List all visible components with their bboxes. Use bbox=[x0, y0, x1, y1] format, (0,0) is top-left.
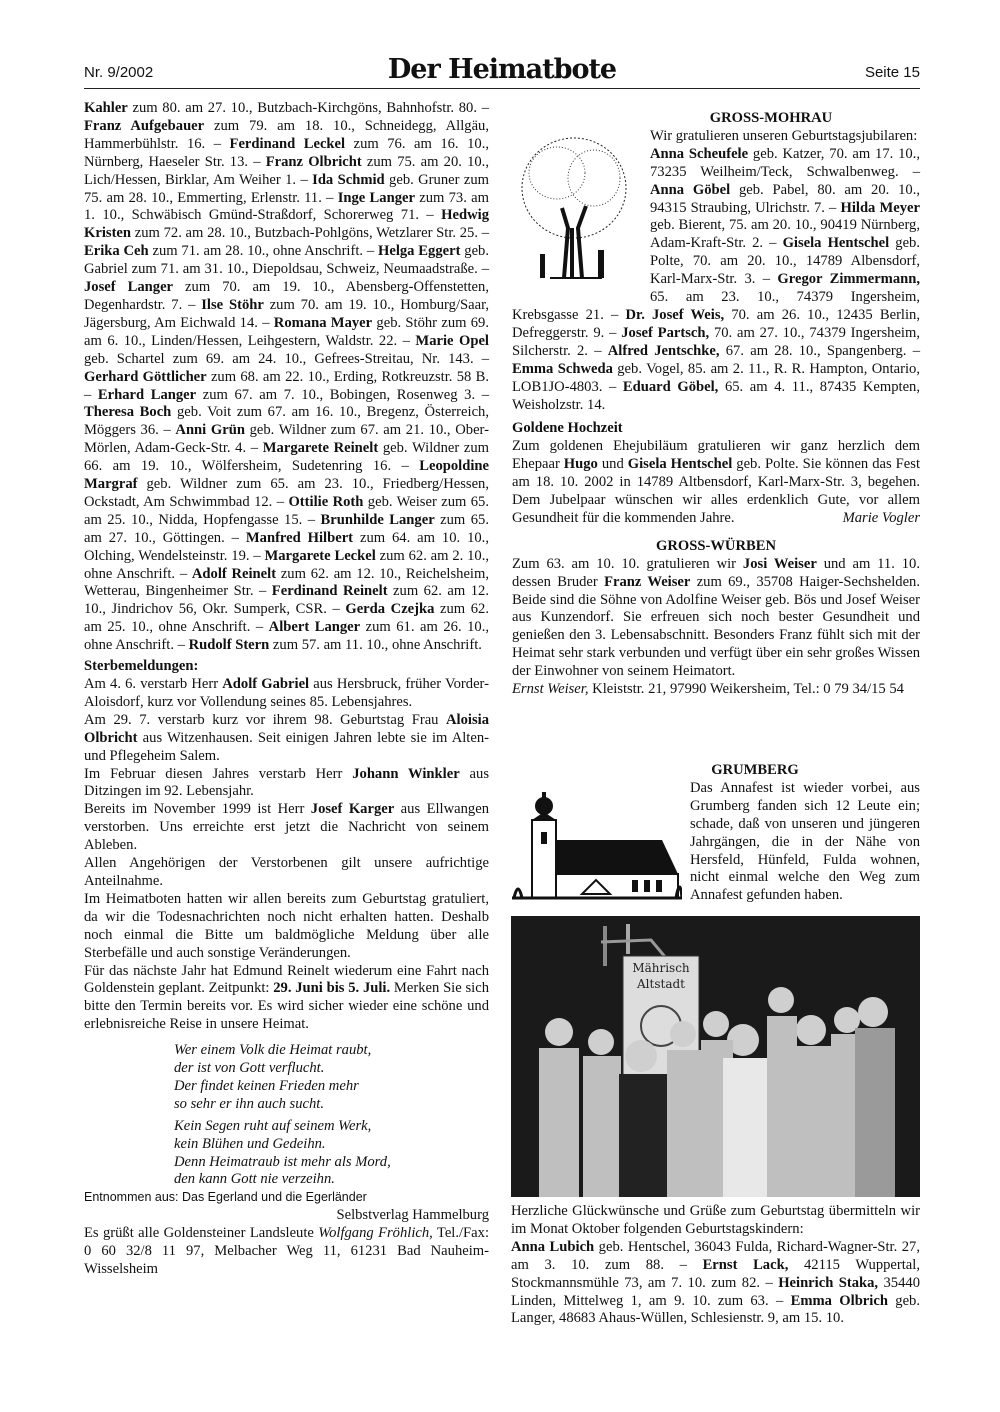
person-name: Gisela Hentschel bbox=[782, 235, 890, 252]
person-details: zum 73. am 1. 10., Schwäbisch Gmünd-Straßdorf, Schorerweg 71. – bbox=[84, 189, 489, 224]
person-name: Margarete Reinelt bbox=[262, 440, 379, 457]
person-details: geb. Schartel zum 69. am 24. 10., Gefrees-Streitau, Nr. 143. – bbox=[84, 350, 489, 367]
person-details: 70. am 27. 10., 74379 Ingersheim, Silcherstr. 2. – bbox=[512, 324, 920, 359]
person-name: Erhard Langer bbox=[97, 386, 197, 403]
right-column-top bbox=[512, 110, 920, 699]
person-details: zum 57. am 11. 10., ohne Anschrift. bbox=[269, 637, 482, 654]
deaths-heading: Sterbemeldungen: bbox=[84, 658, 199, 675]
person-details: geb. Katzer, 70. am 17. 10., 73235 Weilheim/Teck, Schwalbenweg. – bbox=[650, 145, 921, 180]
greeting: Es grüßt alle Goldensteiner Landsleute Wolfgang Fröhlich, Tel./Fax: 0 60 32/8 11 97, Melbacher Weg 11, 61231 Bad Nauheim-Wisselsheim bbox=[84, 1225, 489, 1277]
condolence-text: Allen Angehörigen der Verstorbenen gilt unsere aufrichtige Anteilnahme. bbox=[84, 855, 489, 889]
person-name: Franz Aufgebauer bbox=[84, 117, 205, 134]
grumberg-heading: GRUMBERG bbox=[711, 762, 799, 778]
person-details: 65. am 4. 11., 87435 Kempten, Weisholzstr. 14. bbox=[512, 378, 920, 413]
poem-line: so sehr er ihn auch sucht. bbox=[174, 1095, 324, 1112]
person-details: zum 70. am 19. 10., Homburg/Saar, Jägersburg, Am Eichwald 14. – bbox=[84, 296, 489, 331]
person-details: geb. Wildner zum 66. am 19. 10., Wölfersheim, Sudetenring 16. – bbox=[84, 440, 489, 475]
person-name: Ida Schmid bbox=[312, 171, 385, 188]
request-text: Im Heimatboten hatten wir allen bereits zum Geburtstag gratuliert, da wir die Todesnachrichten noch nicht erhalten hatten. Deshalb noch einmal die Bitte um baldmögliche Meldung über alle Sterbefälle und auch sonstige Veränderungen. bbox=[84, 890, 489, 961]
person-details: geb. Stöhr zum 69. am 6. 10., Linden/Hessen, Leihgestern, Waldstr. 22. – bbox=[84, 314, 489, 349]
poem-line: Der findet keinen Frieden mehr bbox=[174, 1077, 359, 1094]
poem-line: den kann Gott nie verzeihn. bbox=[174, 1171, 335, 1188]
person-details: geb. Voit zum 67. am 16. 10., Bregenz, Österreich, Möggers 36. – bbox=[84, 404, 489, 439]
person-name: Theresa Boch bbox=[84, 404, 172, 421]
poem-line: der ist von Gott verflucht. bbox=[174, 1060, 325, 1077]
publisher: Selbstverlag Hammelburg bbox=[336, 1207, 489, 1224]
person-name: Anni Grün bbox=[175, 422, 245, 439]
person-details: geb. Gabriel zum 71. am 31. 10., Diepoldsau, Schweiz, Neumaadstraße. – bbox=[84, 243, 489, 278]
person-name: Heinrich Staka, bbox=[778, 1274, 879, 1291]
person-details: geb. Bierent, 75. am 20. 10., 90419 Nürnberg, Adam-Kraft-Str. 2. – bbox=[650, 217, 920, 252]
death-notice: Am 4. 6. verstarb Herr Adolf Gabriel aus Hersbruck, früher Vorder-Aloisdorf, kurz vor Vollendung seines 85. Lebensjahres. bbox=[84, 676, 489, 710]
person-details: 35440 Linden, Mittelweg 1, am 9. 10. zum 63. – bbox=[511, 1274, 920, 1309]
person-details: zum 62. am 25. 10., ohne Anschrift. – bbox=[84, 601, 489, 636]
person-details: zum 76. am 16. 10., Nürnberg, Haeseler Str. 13. – bbox=[84, 135, 489, 170]
banner-line-1: Mährisch bbox=[632, 961, 690, 975]
death-notice: Im Februar diesen Jahres verstarb Herr Johann Winkler aus Ditzingen im 92. Lebensjahr. bbox=[84, 765, 489, 800]
person-details: geb. Hentschel, 36043 Fulda, Richard-Wagner-Str. 27, am 3. 10. zum 88. – bbox=[511, 1238, 920, 1273]
person-details: geb. Gruner zum 75. am 28. 10., Emmerting, Erlenstr. 11. – bbox=[84, 171, 489, 206]
person-details: geb. Vogel, 85. am 2. 11., R. R. Hampton, Ontario, LOB1JO-4803. – bbox=[512, 360, 920, 395]
trip-announcement: Für das nächste Jahr hat Edmund Reinelt wiederum eine Fahrt nach Goldenstein geplant. Zeitpunkt: 29. Juni bis 5. Juli. Merken Sie sich bitte den Termin bereits vor. Es wird sicher wieder eine schöne und erlebnisreiche Reise in unsere Heimat. bbox=[84, 962, 489, 1033]
person-name: Inge Langer bbox=[337, 189, 415, 206]
person-details: 65. am 23. 10., 74379 Ingersheim, Krebsgasse 21. – bbox=[512, 289, 920, 323]
poem-line: Denn Heimatraub ist mehr als Mord, bbox=[174, 1153, 391, 1170]
person-name: Brunhilde Langer bbox=[320, 511, 435, 528]
birthday-list bbox=[84, 100, 489, 655]
left-column bbox=[84, 100, 489, 1279]
person-name: Ilse Stöhr bbox=[201, 296, 264, 313]
person-name: Gerda Czejka bbox=[345, 601, 435, 618]
person-details: geb. Weiser zum 65. am 25. 10., Nidda, Hopfengasse 15. – bbox=[84, 493, 489, 528]
person-details: zum 79. am 18. 10., Schneidegg, Allgäu, Hammerbühlstr. 16. – bbox=[84, 117, 489, 152]
page-header bbox=[84, 54, 920, 89]
gross-wuerben-heading: GROSS-WÜRBEN bbox=[655, 537, 776, 554]
person-name: Manfred Hilbert bbox=[245, 529, 354, 546]
person-details: zum 75. am 20. 10., Lich/Hessen, Birklar, Am Weiher 1. – bbox=[84, 153, 489, 188]
person-name: Josef Partsch, bbox=[621, 324, 710, 341]
person-name: Alfred Jentschke, bbox=[607, 342, 720, 359]
person-name: Helga Eggert bbox=[378, 243, 461, 260]
person-name: Emma Schweda bbox=[512, 360, 613, 377]
person-details: 42115 Wuppertal, Stockmannsmühle 73, am 7. 10. zum 82. – bbox=[511, 1256, 920, 1291]
person-name: Anna Lubich bbox=[511, 1238, 595, 1255]
person-name: Anna Göbel bbox=[650, 181, 731, 198]
person-details: geb. Wildner zum 65. am 23. 10., Friedberg/Hessen, Ockstadt, Am Schwimmbad 12. – bbox=[84, 476, 489, 510]
signature: Marie Vogler bbox=[842, 509, 920, 526]
person-name: Ottilie Roth bbox=[288, 493, 364, 510]
october-list bbox=[511, 1239, 920, 1329]
poem-line: kein Blühen und Gedeihn. bbox=[174, 1135, 326, 1152]
person-name: Margarete Leckel bbox=[264, 547, 376, 564]
gross-mohrau-list bbox=[512, 146, 920, 415]
person-name: Josef Langer bbox=[84, 279, 174, 296]
person-name: Eduard Göbel, bbox=[622, 378, 719, 395]
grumberg-text: Das Annafest ist wieder vorbei, aus Grumberg fanden sich 12 Leute ein; schade, daß von unseren und jüngeren Jahrgängen, die in der Nähe von Hersfeld, Hünfeld, Fulda wohnen, nicht einmal welche den Weg zum Annafest gefunden haben. bbox=[690, 779, 920, 904]
gross-wuerben-text: Zum 63. am 10. 10. gratulieren wir Josi Weiser und am 11. 10. dessen Bruder Franz Weiser zum 69., 35708 Haiger-Sechshelden. Beide sind die Söhne von Adolfine Weiser geb. Bös und Josef Weiser aus Kunzendorf. Sie erfreuen sich noch bester Gesundheit und genießen den 3. Lebensabschnitt. Besonders Franz fühlt sich mit der Heimat sehr stark verbunden und verfügt über ein sehr großes Wissen der Einwohner von seinem Heimatort. bbox=[512, 555, 921, 680]
person-details: zum 71. am 28. 10., ohne Anschrift. – bbox=[148, 243, 378, 260]
person-details: geb. Polte, 70. am 20. 10., 14789 Albensdorf, Karl-Marx-Str. 3. – bbox=[650, 235, 920, 288]
person-details: geb. Pabel, 80. am 20. 10., 94315 Straubing, Ulrichstr. 7. – bbox=[650, 181, 920, 216]
grumberg-section bbox=[690, 762, 920, 905]
person-name: Ferdinand Reinelt bbox=[271, 583, 388, 600]
person-details: zum 64. am 10. 10., Olching, Wendelsteinstr. 19. – bbox=[84, 529, 489, 564]
person-name: Dr. Josef Weis, bbox=[625, 306, 725, 323]
issue-number: Nr. 9/2002 bbox=[84, 64, 154, 81]
poem bbox=[174, 1042, 489, 1189]
person-details: zum 70. am 19. 10., Abensberg-Offenstetten, Degenhardstr. 7. – bbox=[84, 279, 489, 313]
person-name: Leopoldine Margraf bbox=[84, 458, 489, 493]
person-name: Albert Langer bbox=[268, 619, 361, 636]
poem-line: Wer einem Volk die Heimat raubt, bbox=[174, 1042, 372, 1059]
person-details: zum 80. am 27. 10., Butzbach-Kirchgöns, Bahnhofstr. 80. – bbox=[127, 100, 489, 116]
october-birthdays bbox=[511, 1203, 920, 1328]
person-name: Marie Opel bbox=[415, 332, 489, 349]
page-number: Seite 15 bbox=[864, 64, 920, 81]
person-details: zum 67. am 7. 10., Bobingen, Rosenweg 3. – bbox=[196, 386, 489, 403]
gross-mohrau-heading: GROSS-MOHRAU bbox=[709, 110, 833, 126]
person-details: zum 61. am 26. 10., ohne Anschrift. – bbox=[84, 619, 489, 654]
person-name: Ferdinand Leckel bbox=[229, 135, 346, 152]
person-name: Ernst Lack, bbox=[702, 1256, 789, 1273]
golden-wedding-text: Zum goldenen Ehejubiläum gratulieren wir ganz herzlich dem Ehepaar Hugo und Gisela Hentschel geb. Polte. Sie können das Fest am 18. 10. 2002 in 14789 Altbensdorf, Karl-Marx-Str. 3, begehen. Dem Jubelpaar wünschen wir alles erdenklich Gute, vor allem Gesundheit für die kommenden Jahre. Marie Vogler bbox=[512, 438, 921, 526]
person-details: zum 62. am 12. 10., Reichelsheim, Wetterau, Bingenheimer Str. – bbox=[84, 565, 489, 600]
person-name: Kahler bbox=[84, 100, 128, 116]
october-intro: Herzliche Glückwünsche und Grüße zum Geburtstag übermitteln wir im Monat Oktober folgenden Geburtstagskindern: bbox=[511, 1203, 920, 1237]
person-name: Rudolf Stern bbox=[188, 637, 270, 654]
death-notice: Bereits im November 1999 ist Herr Josef Karger aus Ellwangen verstorben. Uns erreichte erst jetzt die Nachricht von seinem Ableben. bbox=[84, 801, 489, 854]
banner-line-2: Altstadt bbox=[637, 977, 685, 991]
person-name: Anna Scheufele bbox=[650, 145, 749, 162]
person-name: Franz Olbricht bbox=[265, 153, 362, 170]
person-name: Gerhard Göttlicher bbox=[84, 368, 207, 385]
person-name: Hedwig Kristen bbox=[84, 207, 489, 242]
death-notice: Am 29. 7. verstarb kurz vor ihrem 98. Geburtstag Frau Aloisia Olbricht aus Witzenhausen. Seit einigen Jahren lebte sie im Alten- und Pflegeheim Salem. bbox=[84, 711, 489, 764]
person-name: Erika Ceh bbox=[84, 243, 149, 260]
person-name: Hilda Meyer bbox=[840, 199, 920, 216]
person-details: 70. am 26. 10., 12435 Berlin, Defreggerstr. 9. – bbox=[512, 306, 920, 341]
poem-line: Kein Segen ruht auf seinem Werk, bbox=[174, 1117, 372, 1134]
person-details: zum 62. am 2. 10., ohne Anschrift. – bbox=[84, 547, 489, 582]
person-details: zum 72. am 28. 10., Butzbach-Pohlgöns, Wetzlarer Str. 25. – bbox=[131, 225, 489, 242]
person-name: Romana Mayer bbox=[273, 314, 373, 331]
person-name: Emma Olbrich bbox=[790, 1292, 888, 1309]
masthead-logo: Der Heimatbote bbox=[387, 54, 617, 85]
gross-wuerben-signature: Ernst Weiser, Kleiststr. 21, 97990 Weikersheim, Tel.: 0 79 34/15 54 bbox=[512, 681, 904, 698]
person-details: geb. Wildner zum 67. am 21. 10., Ober-Mörlen, Adam-Geck-Str. 4. – bbox=[84, 422, 489, 457]
person-name: Gregor Zimmermann, bbox=[777, 271, 921, 288]
church-illustration bbox=[512, 790, 682, 902]
person-details: zum 65. am 27. 10., Göttingen. – bbox=[84, 511, 489, 546]
golden-wedding-heading: Goldene Hochzeit bbox=[512, 420, 623, 437]
gross-mohrau-intro: Wir gratulieren unseren Geburtstagsjubilaren: bbox=[650, 127, 918, 144]
person-details: geb. Langer, 48683 Ahaus-Wüllen, Schlesienstr. 9, am 15. 10. bbox=[511, 1292, 920, 1327]
person-details: zum 68. am 22. 10., Erding, Rotkreuzstr. 58 B. – bbox=[84, 368, 489, 403]
person-details: 67. am 28. 10., Spangenberg. – bbox=[719, 342, 920, 359]
group-photo bbox=[511, 916, 920, 1197]
poem-source: Entnommen aus: Das Egerland und die Egerländer bbox=[84, 1190, 367, 1205]
person-name: Adolf Reinelt bbox=[191, 565, 277, 582]
person-details: zum 62. am 12. 10., Jindrichov 56, Okr. Sumperk, CSR. – bbox=[84, 583, 489, 618]
